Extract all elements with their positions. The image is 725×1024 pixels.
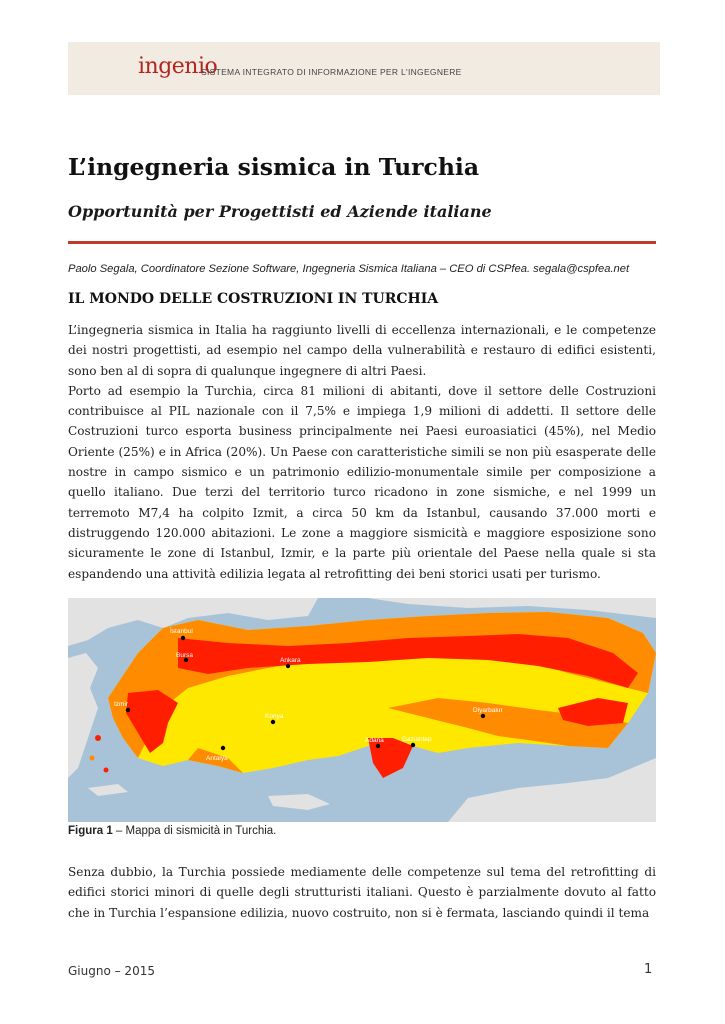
banner-tagline: SISTEMA INTEGRATO DI INFORMAZIONE PER L'INGEGNERE — [201, 67, 462, 77]
section-heading: IL MONDO DELLE COSTRUZIONI IN TURCHIA — [68, 291, 439, 307]
page-number: 1 — [644, 962, 653, 977]
city-label-istanbul: İstanbul — [170, 628, 193, 635]
ingenio-logo: ingenio — [138, 54, 218, 79]
caption-text: – Mappa di sismicità in Turchia. — [112, 825, 277, 837]
paragraph-3: Senza dubbio, la Turchia possiede mediamente delle competenze sul tema del retrofitting di edifici storici minori di quelle degli strutturisti italiani. Questo è parzialmente dovuto al fatto che in Turchia l’espansione edilizia, nuovo costruito, non si è fermata, lasciando quindi il tema — [68, 865, 656, 920]
seismicity-map — [68, 598, 656, 822]
city-label-ankara: Ankara — [280, 657, 301, 664]
page-subtitle: Opportunità per Progettisti ed Aziende italiane — [68, 202, 492, 221]
title-divider — [68, 241, 656, 244]
city-label-izmir: Izmir — [114, 701, 129, 708]
figure-caption — [68, 825, 276, 837]
city-label-antalya: Antalya — [206, 755, 228, 762]
caption-label: Figura 1 — [68, 825, 113, 837]
paragraph-1: L’ingegneria sismica in Italia ha raggiunto livelli di eccellenza internazionali, e le competenze dei nostri progettisti, ad esempio nel campo della vulnerabilità e restauro di edifici esistenti, sono ben al di sopra di qualunque ingegnere di altri Paesi. — [68, 323, 656, 378]
city-label-diyarbakir: Diyarbakır — [473, 707, 503, 714]
city-label-gaziantep: Gaziantep — [402, 736, 432, 743]
page-title: L’ingegneria sismica in Turchia — [68, 153, 480, 181]
map-graphic — [68, 598, 656, 822]
city-label-konya: Konya — [265, 713, 284, 720]
body-text-intro — [68, 320, 656, 584]
author-line: Paolo Segala, Coordinatore Sezione Software, Ingegneria Sismica Italiana – CEO di CSPfea. segala@cspfea.net — [68, 263, 630, 275]
footer-date: Giugno – 2015 — [68, 964, 155, 978]
city-label-adana: Adana — [365, 737, 384, 744]
paragraph-2: Porto ad esempio la Turchia, circa 81 milioni di abitanti, dove il settore delle Costruzioni contribuisce al PIL nazionale con il 7,5% e impiega 1,9 milioni di addetti. Il settore delle Costruzioni turco esporta business principalmente nei Paesi euroasiatici (45%), nel Medio Oriente (25%) e in Africa (20%). Un Paese con caratteristiche simili se non più esasperate delle nostre in campo sismico e un patrimonio edilizio-monumentale simile per composizione a quello italiano. Due terzi del territorio turco ricadono in zone sismiche, e nel 1999 un terremoto M7,4 ha colpito Izmit, a circa 50 km da Istanbul, causando 37.000 morti e distruggendo 120.000 abitazioni. Le zone a maggiore sismicità e maggiore esposizione sono sicuramente le zone di Istanbul, Izmir, e la parte più orientale del Paese nella quale si sta espandendo una attività edilizia legata al retrofitting dei beni storici usati per turismo. — [68, 383, 656, 581]
city-label-bursa: Bursa — [176, 652, 193, 659]
header-banner — [68, 42, 660, 95]
